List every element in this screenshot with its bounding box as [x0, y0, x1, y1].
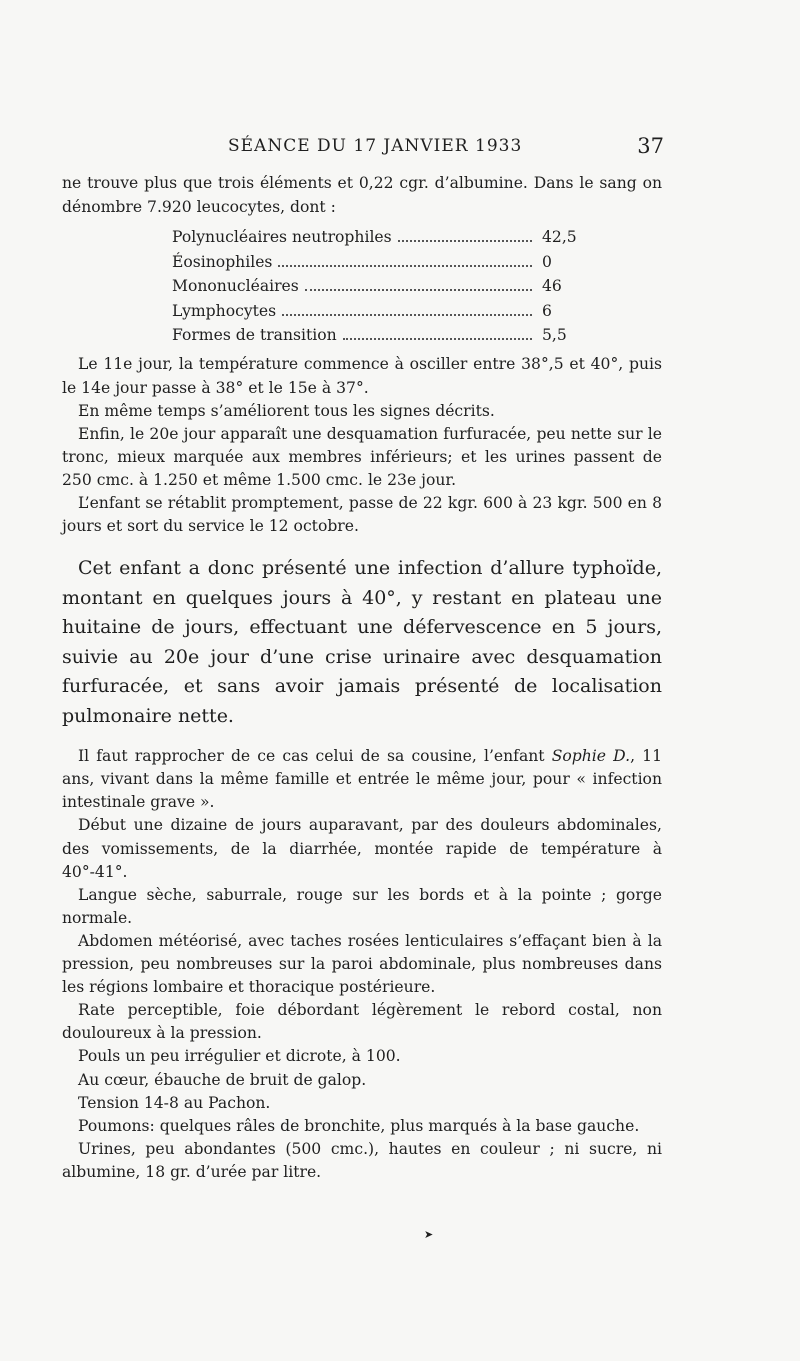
- case-paragraph: Le 11e jour, la température commence à osciller entre 38°,5 et 40°, puis le 14e jour passe à 38° et le 15e à 37°.: [62, 355, 662, 397]
- case-paragraph: Rate perceptible, foie débordant légèrement le rebord costal, non douloureux à la pression.: [62, 1001, 662, 1043]
- dot-leader: [282, 314, 532, 316]
- footer-mark: ➤: [424, 1228, 434, 1241]
- count-label: Polynucléaires neutrophiles: [172, 228, 392, 247]
- running-title: SÉANCE DU 17 JANVIER 1933: [228, 136, 523, 156]
- case-paragraph: Langue sèche, saburrale, rouge sur les bords et à la pointe ; gorge normale.: [62, 885, 662, 927]
- count-label: Lymphocytes: [172, 301, 277, 320]
- dot-leader: [305, 289, 532, 291]
- intro-text-before: Il faut rapprocher de ce cas celui de sa cousine, l’enfant: [78, 747, 552, 766]
- count-label: Formes de transition: [172, 326, 337, 345]
- leukocyte-count-table: [172, 225, 580, 347]
- count-row: [172, 274, 580, 298]
- count-value: 0: [542, 252, 552, 271]
- count-value: 6: [542, 301, 552, 320]
- case-paragraph: Pouls un peu irrégulier et dicrote, à 100.: [78, 1047, 401, 1066]
- case-paragraph: Poumons: quelques râles de bronchite, plus marqués à la base gauche.: [78, 1116, 640, 1135]
- count-row: [172, 299, 580, 323]
- count-label: Éosinophiles: [172, 252, 273, 271]
- case-paragraph: Tension 14-8 au Pachon.: [78, 1093, 271, 1112]
- document-page: [62, 128, 662, 1184]
- page-number: 37: [637, 134, 664, 158]
- dot-leader: [278, 265, 532, 267]
- case-paragraph: L’enfant se rétablit promptement, passe de 22 kgr. 600 à 23 kgr. 500 en 8 jours et sort du service le 12 octobre.: [62, 494, 662, 536]
- summary-paragraph: Cet enfant a donc présenté une infection d’allure typhoïde, montant en quelques jours à 40°, y restant en plateau une huitaine de jours, effectuant une défervescence en 5 jours, suivie au 20e jour d’une crise urinaire avec desquamation furfuracée, et sans avoir jamais présenté de localisation pulmonaire nette.: [62, 557, 662, 727]
- dot-leader: [398, 240, 532, 242]
- case-paragraph: Abdomen météorisé, avec taches rosées lenticulaires s’effaçant bien à la pression, peu nombreuses sur la paroi abdominale, plus nombreuses dans les régions lombaire et thoracique postérieure.: [62, 931, 662, 997]
- case-paragraph: Début une dizaine de jours auparavant, par des douleurs abdominales, des vomissements, de la diarrhée, montée rapide de température à 40°-41°.: [62, 816, 662, 881]
- count-row: [172, 225, 580, 249]
- case-paragraph: Enfin, le 20e jour apparaît une desquamation furfuracée, peu nette sur le tronc, mieux marquée aux membres inférieurs; et les urines passent de 250 cmc. à 1.250 et même 1.500 cmc. le 23e jour.: [62, 424, 662, 489]
- count-value: 5,5: [542, 326, 567, 345]
- summary-block: [62, 554, 662, 731]
- patient-name: Sophie D.: [551, 747, 631, 766]
- case-paragraph: En même temps s’améliorent tous les signes décrits.: [78, 401, 495, 420]
- count-value: 46: [542, 277, 562, 296]
- count-label: Mononucléaires: [172, 277, 299, 296]
- case-paragraph: Au cœur, ébauche de bruit de galop.: [78, 1070, 367, 1089]
- count-row: [172, 323, 580, 347]
- lead-paragraph: ne trouve plus que trois éléments et 0,22 cgr. d’albumine. Dans le sang on dénombre 7.920 leucocytes, dont :: [62, 174, 662, 216]
- case-two-intro: [62, 745, 662, 814]
- intro-text-after: , 11 ans, vivant dans la même famille et entrée le même jour, pour « infection intestinale grave ».: [62, 747, 662, 812]
- case-paragraph: Urines, peu abondantes (500 cmc.), hautes en couleur ; ni sucre, ni albumine, 18 gr. d’urée par litre.: [62, 1139, 662, 1181]
- dot-leader: [343, 338, 532, 340]
- count-row: [172, 250, 580, 274]
- case-one-progress: [62, 353, 662, 538]
- count-value: 42,5: [542, 228, 577, 247]
- page-header: [62, 128, 662, 172]
- case-two-description: [62, 745, 662, 1184]
